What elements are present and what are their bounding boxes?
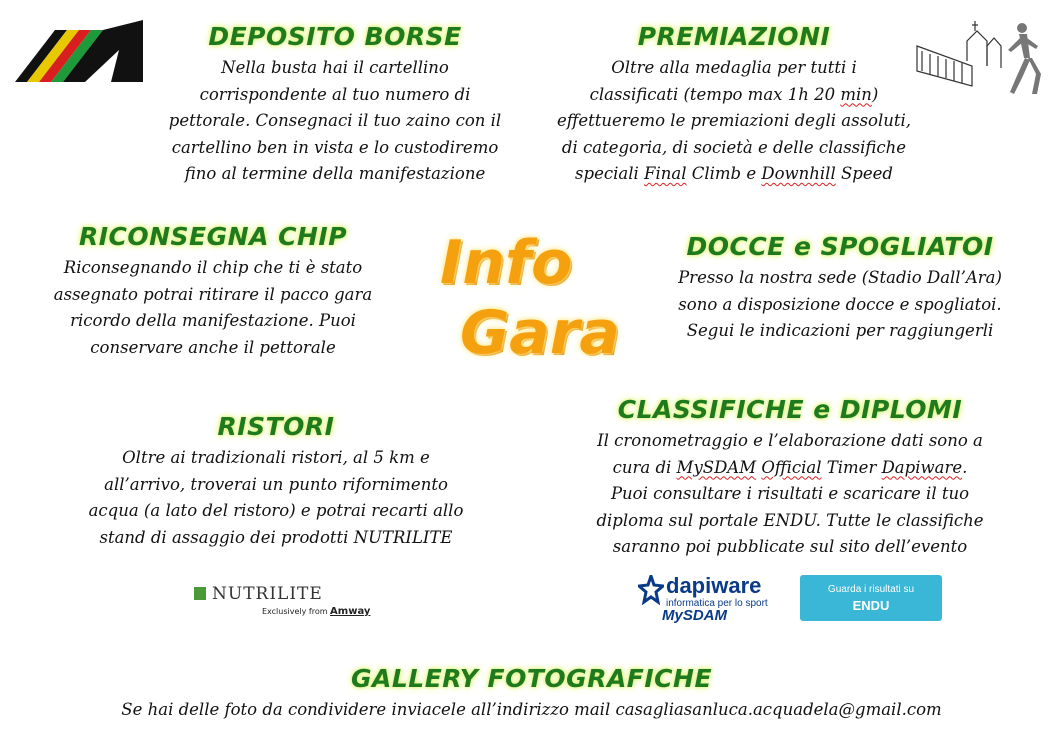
classifiche-line: saranno poi pubblicate sul sito dell’evento: [612, 537, 968, 556]
amway-brand: Amway: [330, 606, 371, 617]
church-runner-logo: [912, 16, 1042, 116]
classifiche-heading: CLASSIFICHE e DIPLOMI: [617, 395, 963, 424]
text-span: Exclusively from: [262, 607, 331, 616]
riconsegna-line: assegnato potrai ritirare il pacco gara: [53, 284, 373, 304]
dapiware-logo: [636, 573, 792, 625]
dapiware-star-icon: [638, 575, 664, 605]
striped-flag-logo: [15, 20, 143, 82]
section-classifiche-diplomi: [570, 395, 1010, 561]
classifiche-line: diploma sul portale ENDU. Tutte le classifiche: [596, 510, 984, 530]
text-span: Climb e: [686, 164, 762, 183]
premiazioni-line: [538, 161, 930, 188]
ristori-line: acqua (a lato del ristoro) e potrai recarti allo: [88, 501, 464, 520]
deposito-line: pettorale. Consegnaci il tuo zaino con il: [168, 111, 502, 130]
ristori-heading: RISTORI: [217, 412, 335, 441]
endu-button-label: ENDU: [852, 598, 890, 613]
docce-text: [650, 265, 1030, 345]
section-docce-spogliatoi: [650, 232, 1030, 345]
gallery-heading: GALLERY FOTOGRAFICHE: [350, 664, 713, 693]
text-span: Dapiware: [881, 457, 963, 477]
docce-line: sono a disposizione docce e spogliatoi.: [678, 294, 1002, 314]
mysdam-brand: MySDAM: [662, 607, 728, 624]
dapiware-brand: dapiware: [666, 573, 762, 598]
title-line-1: Info: [440, 228, 573, 298]
text-span: Official: [761, 457, 822, 477]
premiazioni-line: [538, 82, 930, 109]
text-span: Timer: [821, 457, 882, 477]
section-riconsegna-chip: [30, 222, 396, 361]
premiazioni-line: Oltre alla medaglia per tutti i: [611, 58, 857, 77]
premiazioni-line: di categoria, di società e delle classifiche: [561, 137, 907, 157]
classifiche-text: [570, 428, 1010, 561]
docce-line: Segui le indicazioni per raggiungerli: [686, 321, 994, 340]
ristori-text: [58, 445, 494, 551]
section-premiazioni: [538, 22, 930, 188]
section-gallery: [60, 664, 1003, 724]
title-line-2: Gara: [460, 298, 620, 368]
info-gara-title: [440, 228, 620, 368]
riconsegna-line: conservare anche il pettorale: [90, 337, 336, 357]
section-ristori: [58, 412, 494, 551]
deposito-line: cartellino ben in vista e lo custodiremo: [171, 137, 499, 157]
nutrilite-tagline: [262, 606, 370, 617]
text-span: min: [840, 84, 872, 104]
text-span: Speed: [835, 164, 893, 183]
gallery-text: Se hai delle foto da condividere inviacele all’indirizzo mail casagliasanluca.acquadela@gmail.com: [121, 700, 942, 719]
nutrilite-logo: [192, 584, 371, 624]
classifiche-line: [570, 455, 1010, 482]
text-span: speciali: [575, 164, 644, 183]
ristori-line: stand di assaggio dei prodotti NUTRILITE: [99, 527, 453, 547]
text-span: Final: [644, 164, 687, 183]
riconsegna-heading: RICONSEGNA CHIP: [78, 222, 348, 251]
nutrilite-brand: NUTRILITE: [212, 584, 323, 604]
text-span: classificati (tempo max 1h 20: [589, 84, 841, 104]
text-span: .: [962, 457, 968, 477]
premiazioni-line: effettueremo le premiazioni degli assoluti,: [556, 111, 912, 130]
leaf-icon: [194, 587, 206, 600]
endu-results-button[interactable]: [800, 575, 942, 621]
premiazioni-heading: PREMIAZIONI: [637, 22, 831, 51]
endu-button-caption: Guarda i risultati su: [827, 584, 915, 595]
dapiware-subtitle: informatica per lo sport: [666, 598, 768, 609]
ristori-line: all’arrivo, troverai un punto rifornimento: [104, 474, 448, 494]
riconsegna-text: [30, 255, 396, 361]
deposito-line: corrispondente al tuo numero di: [199, 84, 471, 104]
text-span: cura di: [612, 457, 677, 477]
deposito-line: fino al termine della manifestazione: [184, 164, 486, 183]
riconsegna-line: Riconsegnando il chip che ti è stato: [63, 258, 363, 277]
riconsegna-line: ricordo della manifestazione. Puoi: [70, 311, 356, 330]
deposito-line: Nella busta hai il cartellino: [221, 58, 449, 77]
ristori-line: Oltre ai tradizionali ristori, al 5 km e: [122, 448, 430, 467]
classifiche-line: Il cronometraggio e l’elaborazione dati sono a: [597, 431, 983, 450]
section-deposito-borse: [148, 22, 522, 188]
deposito-text: [148, 55, 522, 188]
docce-heading: DOCCE e SPOGLIATOI: [686, 232, 994, 261]
premiazioni-text: [538, 55, 930, 188]
text-span: MySDAM: [676, 457, 757, 477]
classifiche-line: Puoi consultare i risultati e scaricare il tuo: [610, 484, 970, 503]
text-span: ): [871, 84, 879, 104]
text-span: Downhill: [761, 164, 836, 183]
deposito-heading: DEPOSITO BORSE: [208, 22, 462, 51]
docce-line: Presso la nostra sede (Stadio Dall’Ara): [678, 268, 1002, 287]
